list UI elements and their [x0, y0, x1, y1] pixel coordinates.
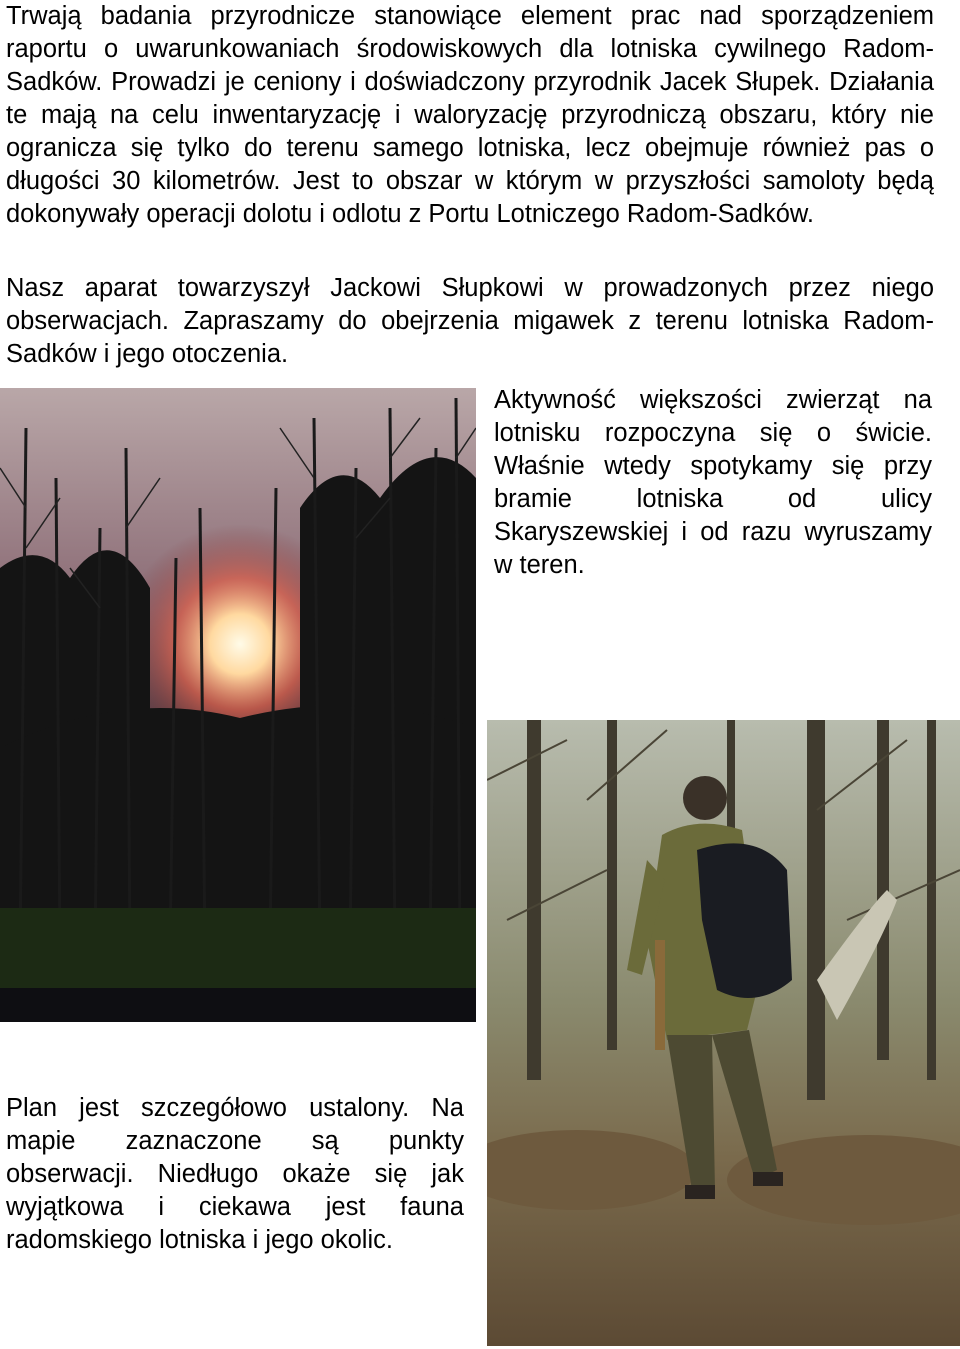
dawn-paragraph: Aktywność większości zwierząt na lotnisku rozpoczyna się o świcie. Właśnie wtedy spotykamy się przy bramie lotniska od ulicy Skaryszewskiej i od razu wyruszamy w teren. — [494, 386, 932, 579]
grass — [0, 908, 476, 998]
plan-paragraph: Plan jest szczegółowo ustalony. Na mapie zaznaczone są punkty obserwacji. Niedługo okaże się jak wyjątkowa i ciekawa jest fauna radomskiego lotniska i jego okolic. — [6, 1094, 464, 1254]
intro-paragraph: Trwają badania przyrodnicze stanowiące element prac nad sporządzeniem raportu o uwarunkowaniach środowiskowych dla lotniska cywilnego Radom-Sadków. Prowadzi je ceniony i doświadczony przyrodnik Jacek Słupek. Działania te mają na celu inwentaryzację i waloryzację przyrodniczą obszaru, który nie ogranicza się tylko do terenu samego lotniska, lecz obejmuje również pas o długości 30 kilometrów. Jest to obszar w którym w przyszłości samoloty będą dokonywały operacji dolotu i odlotu z Portu Lotniczego Radom-Sadków. — [6, 2, 934, 228]
hiker-forest-photo — [487, 720, 960, 1346]
sunset-forest-photo — [0, 388, 476, 1022]
camera-paragraph: Nasz aparat towarzyszył Jackowi Słupkowi w prowadzonych przez niego obserwacjach. Zapraszamy do obejrzenia migawek z terenu lotniska Radom-Sadków i jego otoczenia. — [6, 274, 934, 368]
